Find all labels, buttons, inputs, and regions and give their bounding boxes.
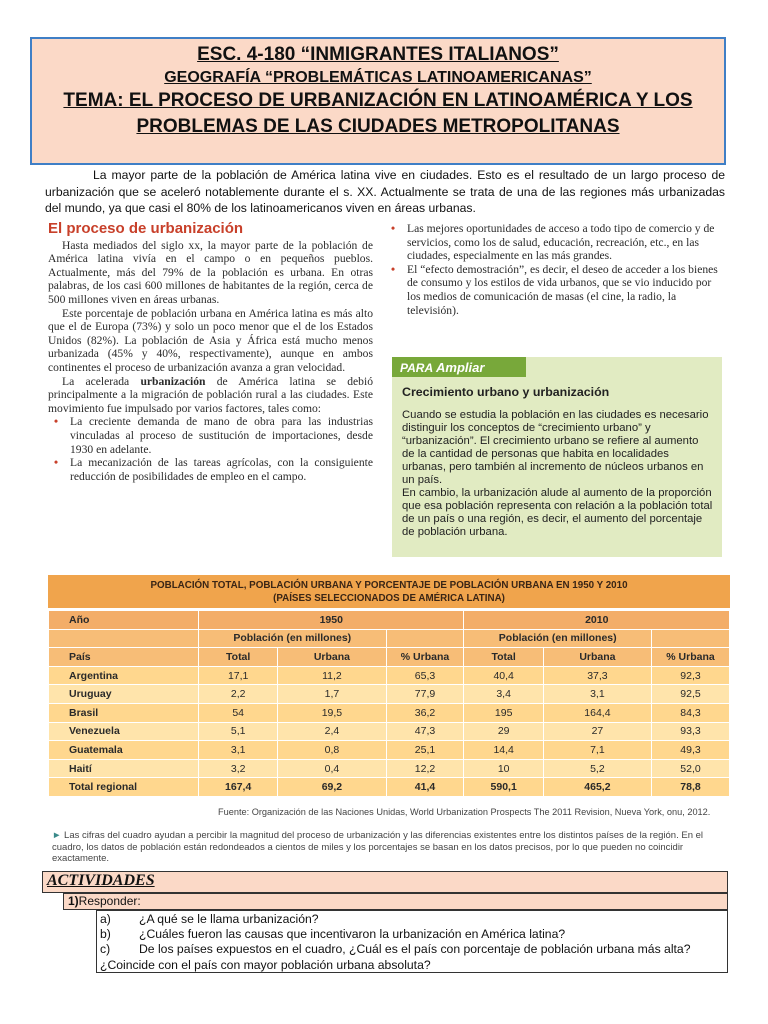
table-row <box>49 666 730 685</box>
ampliar-tab-prefix: PARA <box>400 361 433 375</box>
table-cell: 77,9 <box>386 685 464 704</box>
school-name: ESC. 4-180 “INMIGRANTES ITALIANOS” <box>197 44 559 65</box>
list-item: • La creciente demanda de mano de obra para las industrias vinculadas al proceso de sustitución de importaciones, desde 1930 en adelante. <box>48 415 373 456</box>
table-cell: 92,5 <box>651 685 729 704</box>
table-cell: 93,3 <box>651 722 729 741</box>
question-c <box>100 942 727 957</box>
total-header: Total <box>199 648 278 667</box>
table-cell: 5,2 <box>543 759 651 778</box>
population-table <box>48 610 730 797</box>
table-cell: Brasil <box>49 703 199 722</box>
table-note <box>52 830 712 865</box>
table-cell: 10 <box>464 759 543 778</box>
activities-header: ACTIVIDADES <box>42 871 728 893</box>
table-cell: 19,5 <box>278 703 386 722</box>
activity-number: 1) <box>68 894 79 908</box>
urban-header: Urbana <box>543 648 651 667</box>
article-left-column <box>48 222 373 483</box>
activity-item-1 <box>63 893 728 910</box>
table-cell: 65,3 <box>386 666 464 685</box>
table-cell: Guatemala <box>49 741 199 760</box>
table-cell: 49,3 <box>651 741 729 760</box>
table-cell: 1,7 <box>278 685 386 704</box>
urban-header: Urbana <box>278 648 386 667</box>
question-text: De los países expuestos en el cuadro, ¿Cuál es el país con porcentaje de población urbana más alta? <box>139 942 691 957</box>
blank-header <box>49 629 199 648</box>
table-row <box>49 759 730 778</box>
total-header: Total <box>464 648 543 667</box>
table-cell: 36,2 <box>386 703 464 722</box>
activity-label: Responder: <box>78 894 141 908</box>
factors-list-left <box>48 415 373 483</box>
paragraph-3-keyword: urbanización <box>140 374 206 388</box>
article-title: El proceso de urbanización <box>48 220 244 237</box>
table-cell: 7,1 <box>543 741 651 760</box>
question-text: ¿A qué se le llama urbanización? <box>139 912 319 926</box>
table-cell: 92,3 <box>651 666 729 685</box>
table-row-total <box>49 778 730 797</box>
table-note-text: Las cifras del cuadro ayudan a percibir la magnitud del proceso de urbanización y las diferencias existentes entre los distintos países de la región. En el cuadro, los datos de población están redondeados a cientos de miles y los porcentajes se basan en los datos precisos, por lo que pueden no coincidir exactamente. <box>52 830 704 864</box>
table-title-line-1: POBLACIÓN TOTAL, POBLACIÓN URBANA Y PORCENTAJE DE POBLACIÓN URBANA EN 1950 Y 2010 <box>150 580 628 591</box>
topic-line-2: PROBLEMAS DE LAS CIUDADES METROPOLITANAS <box>136 116 620 137</box>
pop-2010-header: Población (en millones) <box>464 629 652 648</box>
table-cell: 84,3 <box>651 703 729 722</box>
list-item: • El “efecto demostración”, es decir, el deseo de acceder a los bienes de consumo y los estilos de vida urbanos, que se vio inducido por los medios de comunicación de masas (el cine, la radio, la televisión). <box>385 263 725 317</box>
table-cell: 5,1 <box>199 722 278 741</box>
ampliar-title: Crecimiento urbano y urbanización <box>402 385 610 399</box>
ampliar-paragraph-1: Cuando se estudia la población en las ciudades es necesario distinguir los conceptos de “crecimiento urbano” y “urbanización”. El crecimiento urbano se refiere al aumento de la cantidad de personas que habita en localidades urbanas, pero también al incremento de núcleos urbanos en un país. <box>402 409 709 486</box>
table-cell: 12,2 <box>386 759 464 778</box>
list-item: • Las mejores oportunidades de acceso a todo tipo de comercio y de servicios, como los de salud, educación, recreación, etc., en las ciudades, especialmente en las más grandes. <box>385 222 725 263</box>
table-cell: 14,4 <box>464 741 543 760</box>
table-cell: 590,1 <box>464 778 543 797</box>
table-cell: 25,1 <box>386 741 464 760</box>
question-b <box>100 927 727 942</box>
pop-1950-header: Población (en millones) <box>199 629 387 648</box>
ampliar-body <box>402 409 714 539</box>
year-header: Año <box>49 611 199 630</box>
table-source: Fuente: Organización de las Naciones Unidas, World Urbanization Prospects The 2011 Revision, Nueva York, onu, 2012. <box>218 807 711 817</box>
country-header: País <box>49 648 199 667</box>
questions-box <box>96 910 728 973</box>
question-letter: b) <box>100 927 111 942</box>
table-cell: Argentina <box>49 666 199 685</box>
intro-text: La mayor parte de la población de América latina vive en ciudades. Esto es el resultado de un largo proceso de urbanización que se aceleró notablemente durante el s. XX. Actualmente se trata de una de las regiones más urbanizadas del mundo, ya que casi el 80% de los latinoamericanos viven en áreas urbanas. <box>45 168 725 215</box>
intro-paragraph <box>45 167 725 217</box>
population-table-card <box>48 575 730 797</box>
table-cell: 0,4 <box>278 759 386 778</box>
question-text: ¿Cuáles fueron las causas que incentivaron la urbanización en América latina? <box>139 927 566 942</box>
table-cell: 0,8 <box>278 741 386 760</box>
table-cell: 465,2 <box>543 778 651 797</box>
article-paragraph-2: Este porcentaje de población urbana en América latina es más alto que el de Europa (73%) y solo un poco menor que el de los Estados Unidos (82%). La población de Asia y África está mucho menos urbanizada (45% y 40%, respectivamente), aunque en ambos continentes el proceso de urbanización avanza a gran velocidad. <box>48 306 373 374</box>
table-cell: 164,4 <box>543 703 651 722</box>
year-2010-header: 2010 <box>464 611 730 630</box>
paragraph-3-end: de América latina se debió principalmente a la migración de población rural a las ciudades. Este movimiento fue impulsado por varios factores, tales como: <box>48 374 374 415</box>
table-cell: 3,2 <box>199 759 278 778</box>
pct-urban-header: % Urbana <box>651 648 729 667</box>
table-cell: Total regional <box>49 778 199 797</box>
table-row <box>49 722 730 741</box>
ampliar-paragraph-2: En cambio, la urbanización alude al aumento de la proporción que esa población representa con relación a la población total de un país o una región, es decir, el aumento del porcentaje de población urbana. <box>402 487 713 538</box>
paragraph-3-start: La acelerada <box>62 374 141 388</box>
question-a <box>100 912 727 927</box>
table-cell: Venezuela <box>49 722 199 741</box>
blank-header <box>651 629 729 648</box>
table-cell: Uruguay <box>49 685 199 704</box>
table-cell: 27 <box>543 722 651 741</box>
table-cell: Haití <box>49 759 199 778</box>
table-cell: 78,8 <box>651 778 729 797</box>
table-cell: 54 <box>199 703 278 722</box>
table-cell: 3,4 <box>464 685 543 704</box>
table-cell: 47,3 <box>386 722 464 741</box>
table-cell: 41,4 <box>386 778 464 797</box>
ampliar-box <box>392 357 722 557</box>
table-title <box>48 575 730 610</box>
table-cell: 11,2 <box>278 666 386 685</box>
title-box <box>30 37 726 165</box>
table-cell: 3,1 <box>199 741 278 760</box>
table-row <box>49 741 730 760</box>
table-cell: 52,0 <box>651 759 729 778</box>
table-cell: 69,2 <box>278 778 386 797</box>
topic-line-1: TEMA: EL PROCESO DE URBANIZACIÓN EN LATINOAMÉRICA Y LOS <box>63 90 693 111</box>
ampliar-tab-word: Ampliar <box>436 360 485 375</box>
article-paragraph-3 <box>48 375 373 416</box>
year-1950-header: 1950 <box>199 611 464 630</box>
table-row <box>49 685 730 704</box>
pct-urban-header: % Urbana <box>386 648 464 667</box>
table-cell: 195 <box>464 703 543 722</box>
question-letter: c) <box>100 942 111 957</box>
table-row <box>49 703 730 722</box>
list-item: • La mecanización de las tareas agrícolas, con la consiguiente reducción de posibilidades de empleo en el campo. <box>48 456 373 483</box>
table-cell: 40,4 <box>464 666 543 685</box>
article-paragraph-1: Hasta mediados del siglo xx, la mayor parte de la población de América latina vivía en el campo o en pequeños pueblos. Actualmente, más del 79% de la población es urbana. En otras palabras, de los casi 600 millones de habitantes de la región, cerca de 500 millones viven en áreas urbanas. <box>48 238 373 306</box>
table-cell: 2,2 <box>199 685 278 704</box>
subject-title: GEOGRAFÍA “PROBLEMÁTICAS LATINOAMERICANAS” <box>164 69 592 86</box>
factors-list-right <box>385 222 725 317</box>
table-cell: 3,1 <box>543 685 651 704</box>
arrow-right-icon: ► <box>52 830 62 841</box>
article-right-column <box>385 222 725 317</box>
blank-header <box>386 629 464 648</box>
table-title-line-2: (PAÍSES SELECCIONADOS DE AMÉRICA LATINA) <box>273 593 505 604</box>
question-letter: a) <box>100 912 111 926</box>
table-cell: 37,3 <box>543 666 651 685</box>
table-cell: 2,4 <box>278 722 386 741</box>
table-cell: 29 <box>464 722 543 741</box>
question-c-followup: ¿Coincide con el país con mayor población urbana absoluta? <box>100 957 431 972</box>
table-cell: 17,1 <box>199 666 278 685</box>
ampliar-tab <box>392 357 526 377</box>
table-cell: 167,4 <box>199 778 278 797</box>
